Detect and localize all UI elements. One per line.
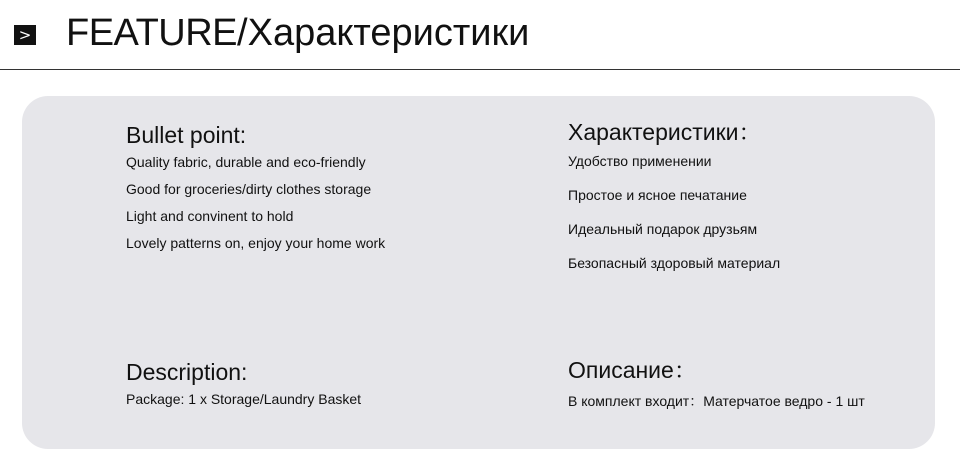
description-russian-heading: Описание： (568, 357, 697, 383)
feature-ru-item: Идеальный подарок друзьям (568, 221, 758, 237)
description-english (126, 358, 361, 408)
description-russian (568, 356, 865, 410)
page-header (0, 0, 960, 70)
feature-ru-item: Простое и ясное печатание (568, 187, 747, 203)
title-russian: Характеристики (247, 12, 530, 54)
feature-card (22, 96, 935, 449)
features-russian (568, 118, 780, 288)
chevron-right-icon: > (14, 25, 36, 45)
feature-en-item: Light and convinent to hold (126, 208, 294, 224)
description-english-text: Package: 1 x Storage/Laundry Basket (126, 391, 362, 407)
features-english-heading: Bullet point: (126, 122, 247, 148)
feature-ru-item: Удобство применении (568, 153, 712, 169)
features-russian-heading: Характеристики： (568, 119, 762, 145)
feature-ru-item: Безопасный здоровый материал (568, 255, 781, 271)
description-russian-text: В комплект входит：Матерчатое ведро - 1 шт (568, 393, 865, 409)
features-english (126, 121, 385, 261)
title-separator: / (237, 12, 248, 54)
feature-en-item: Good for groceries/dirty clothes storage (126, 181, 372, 197)
feature-en-item: Lovely patterns on, enjoy your home work (126, 235, 386, 251)
page-title (66, 10, 529, 56)
feature-en-item: Quality fabric, durable and eco-friendly (126, 154, 366, 170)
description-english-heading: Description: (126, 359, 248, 385)
title-english: FEATURE (66, 12, 238, 54)
